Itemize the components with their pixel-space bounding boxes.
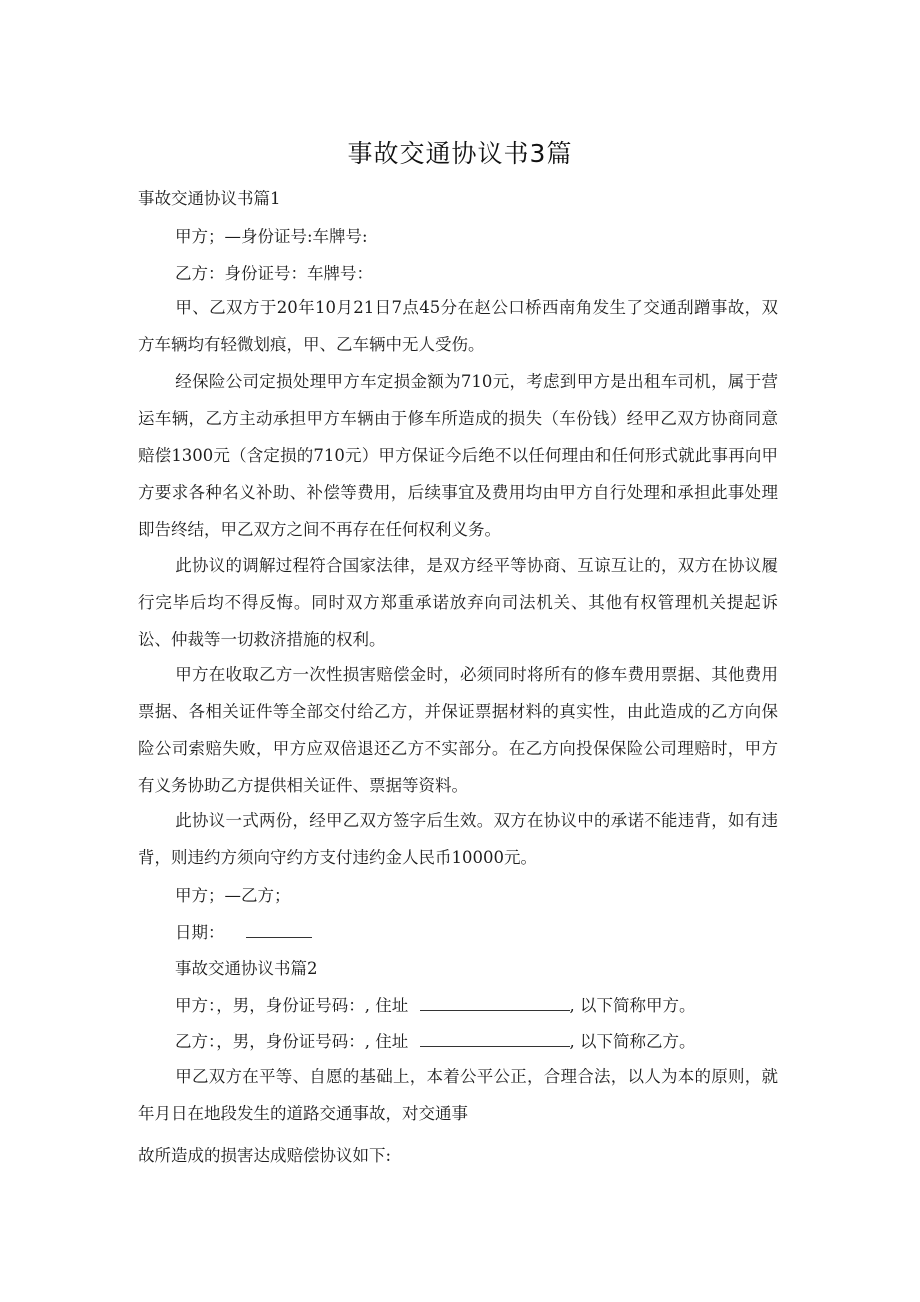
section2-party-b-prefix: 乙方：，男，身份证号码：, 住址 [175, 1032, 409, 1051]
section1-paragraph-3-text: 此协议的调解过程符合国家法律，是双方经平等协商、互谅互让的，双方在协议履行完毕后均不得反悔。同时双方郑重承诺放弃向司法机关、其他有权管理机关提起诉讼、仲裁等一切救济措施的权利。 [138, 556, 778, 649]
section1-paragraph-5-text: 此协议一式两份，经甲乙双方签字后生效。双方在协议中的承诺不能违背，如有违背，则违约方须向守约方支付违约金人民币10000元。 [138, 811, 778, 867]
section2-paragraph-1-text: 甲乙双方在平等、自愿的基础上，本着公平公正，合理合法，以人为本的原则，就年月日在地段发生的道路交通事故，对交通事 [138, 1067, 778, 1123]
section1-heading: 事故交通协议书篇1 [138, 189, 281, 208]
section1-paragraph-2-text: 经保险公司定损处理甲方车定损金额为710元，考虑到甲方是出租车司机，属于营运车辆，乙方主动承担甲方车辆由于修车所造成的损失（车份钱）经甲乙双方协商同意赔偿1300元（含定损的710元）甲方保证今后绝不以任何理由和任何形式就此事再向甲方要求各种名义补助、补偿等费用，后续事宜及费用均由甲方自行处理和承担此事处理即告终结，甲乙双方之间不再存在任何权利义务。 [138, 372, 778, 539]
party-b-address-blank [420, 1030, 570, 1047]
party-a-address-blank [420, 994, 570, 1011]
document-title: 事故交通协议书3篇 [347, 139, 573, 168]
date-label: 日期： [175, 923, 225, 942]
section1-paragraph-3 [138, 547, 778, 658]
section1-paragraph-5 [138, 802, 778, 876]
section1-paragraph-2 [138, 363, 778, 548]
section2-party-a [175, 994, 696, 1017]
section1-party-b: 乙方：身份证号：车牌号： [175, 264, 373, 283]
section1-paragraph-4 [138, 656, 778, 804]
section2-paragraph-2: 故所造成的损害达成赔偿协议如下: [138, 1146, 392, 1165]
date-blank [246, 921, 312, 938]
section1-paragraph-4-text: 甲方在收取乙方一次性损害赔偿金时，必须同时将所有的修车费用票据、其他费用票据、各相关证件等全部交付给乙方，并保证票据材料的真实性，由此造成的乙方向保险公司索赔失败，甲方应双倍退还乙方不实部分。在乙方向投保保险公司理赔时，甲方有义务协助乙方提供相关证件、票据等资料。 [138, 665, 778, 795]
section1-date-line [175, 921, 312, 944]
section2-party-a-prefix: 甲方：，男，身份证号码：, 住址 [175, 996, 409, 1015]
section2-paragraph-1 [138, 1058, 778, 1132]
section2-party-b [175, 1030, 696, 1053]
section1-signatures: 甲方；—乙方； [175, 886, 291, 905]
section1-paragraph-1 [138, 289, 778, 363]
section2-heading: 事故交通协议书篇2 [175, 959, 318, 978]
section2-party-b-suffix: , 以下简称乙方。 [569, 1032, 696, 1051]
section1-party-a: 甲方；—身份证号:车牌号: [175, 227, 368, 246]
section2-party-a-suffix: , 以下简称甲方。 [569, 996, 696, 1015]
section1-paragraph-1-text: 甲、乙双方于20年10月21日7点45分在赵公口桥西南角发生了交通刮蹭事故，双方车辆均有轻微划痕，甲、乙车辆中无人受伤。 [138, 298, 778, 354]
